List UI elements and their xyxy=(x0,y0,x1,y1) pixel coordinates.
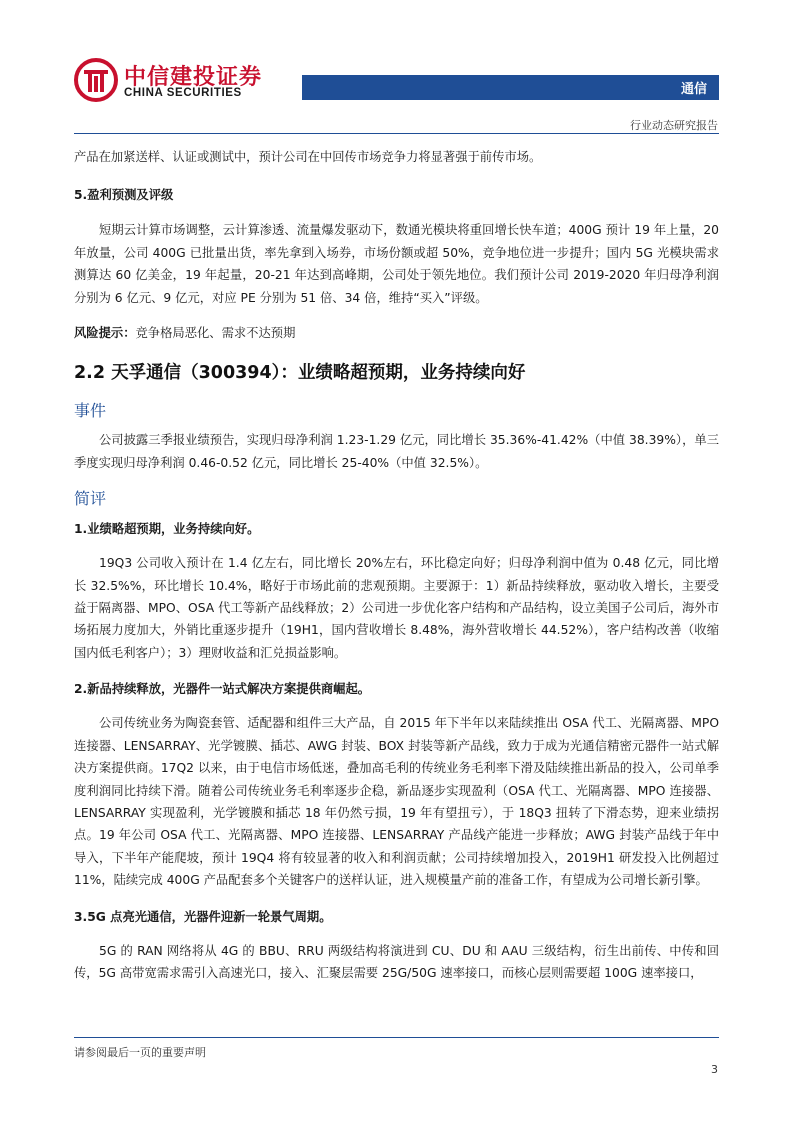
logo-chinese-text: 中信建投证券 xyxy=(124,65,263,90)
paragraph-event: 公司披露三季报业绩预告，实现归母净利润 1.23-1.29 亿元，同比增长 35.36%-41.42%（中值 38.39%），单三季度实现归母净利润 0.46-0.52 亿元，同比增长 25-40%（中值 32.5%）。 xyxy=(74,433,719,470)
review-title: 简评 xyxy=(74,489,107,509)
paragraph-3: 5G 的 RAN 网络将从 4G 的 BBU、RRU 两级结构将演进到 CU、DU 和 AAU 三级结构，衍生出前传、中传和回传，5G 高带宽需求需引入高速光口，接入、汇聚层需要 25G/50G 速率接口，而核心层则需要超 100G 速率接口， xyxy=(74,943,719,980)
heading-1: 1.业绩略超预期，业务持续向好。 xyxy=(74,522,260,537)
risk-label: 风险提示： xyxy=(74,326,136,341)
paragraph-1: 19Q3 公司收入预计在 1.4 亿左右，同比增长 20%左右，环比稳定向好；归母净利润中值为 0.48 亿元，同比增长 32.5%%，环比增长 10.4%，略好于市场此前的悲观预期。主要源于：1）新品持续释放，驱动收入增长，主要受益于隔离器、MPO、OSA 代工等新产品线释放；2）公司进一步优化客户结构和产品结构，设立美国子公司后，海外市场拓展力度加大，外销比重逐步提升（19H1，国内营收增长 8.48%，海外营收增长 44.52%），客户结构改善（收缩国内低毛利客户）；3）理财收益和汇兑损益影响。 xyxy=(74,556,719,660)
paragraph-continued: 产品在加紧送样、认证或测试中，预计公司在中回传市场竞争力将显著强于前传市场。 xyxy=(74,150,542,164)
industry-tag: 通信 xyxy=(680,82,707,97)
paragraph-2: 公司传统业务为陶瓷套管、适配器和组件三大产品，自 2015 年下半年以来陆续推出 OSA 代工、光隔离器、MPO 连接器、LENSARRAY、光学镀膜、插芯、AWG 封装、BOX 封装等新产品线，致力于成为光通信精密元器件一站式解决方案提供商。17Q2 以来，由于电信市场低迷，叠加高毛利的传统业务毛利率下滑及陆续推出新品的投入，公司单季度利润同比持续下滑。随着公司传统业务毛利率逐步企稳，新品逐步实现盈利（OSA 代工、光隔离器、MPO 连接器、LENSARRAY 实现盈利，光学镀膜和插芯 18 年仍然亏损，19 年有望扭亏），于 18Q3 扭转了下滑态势，迎来业绩拐点。19 年公司 OSA 代工、光隔离器、MPO 连接器、LENSARRAY 产品线产能进一步释放；AWG 封装产品线于年中导入，下半年产能爬坡，预计 19Q4 将有较显著的收入和利润贡献；公司持续增加投入，2019H1 研发投入比例超过 11%，陆续完成 400G 产品配套多个关键客户的送样认证，进入规模量产前的准备工作，有望成为公司增长新引擎。 xyxy=(74,716,719,888)
event-title: 事件 xyxy=(74,401,107,421)
company-logo xyxy=(74,56,263,106)
disclaimer-note: 请参阅最后一页的重要声明 xyxy=(74,1046,206,1059)
footer-divider xyxy=(74,1037,719,1038)
section-title: 2.2 天孚通信（300394）：业绩略超预期，业务持续向好 xyxy=(74,363,526,384)
risk-text: 竞争格局恶化、需求不达预期 xyxy=(135,326,296,341)
page-number: 3 xyxy=(711,1063,718,1076)
risk-line xyxy=(74,322,719,344)
heading-2: 2.新品持续释放，光器件一站式解决方案提供商崛起。 xyxy=(74,682,371,697)
logo-english-text: CHINA SECURITIES xyxy=(124,87,242,99)
report-type: 行业动态研究报告 xyxy=(630,119,718,132)
heading-forecast: 5.盈利预测及评级 xyxy=(74,188,174,203)
heading-3: 3.5G 点亮光通信，光器件迎新一轮景气周期。 xyxy=(74,909,332,924)
header-divider xyxy=(74,133,719,134)
paragraph-forecast: 短期云计算市场调整，云计算渗透、流量爆发驱动下，数通光模块将重回增长快车道；400G 预计 19 年上量，20 年放量，公司 400G 已批量出货，率先拿到入场券，市场份额或超 50%，竞争地位进一步提升；国内 5G 光模块需求测算达 60 亿美金，19 年起量，20-21 年达到高峰期，公司处于领先地位。我们预计公司 2019-2020 年归母净利润分别为 6 亿元、9 亿元，对应 PE 分别为 51 倍、34 倍，维持“买入”评级。 xyxy=(74,223,719,305)
header-bar xyxy=(302,75,719,100)
main-content xyxy=(74,146,719,984)
china-securities-logo-icon xyxy=(74,58,118,102)
